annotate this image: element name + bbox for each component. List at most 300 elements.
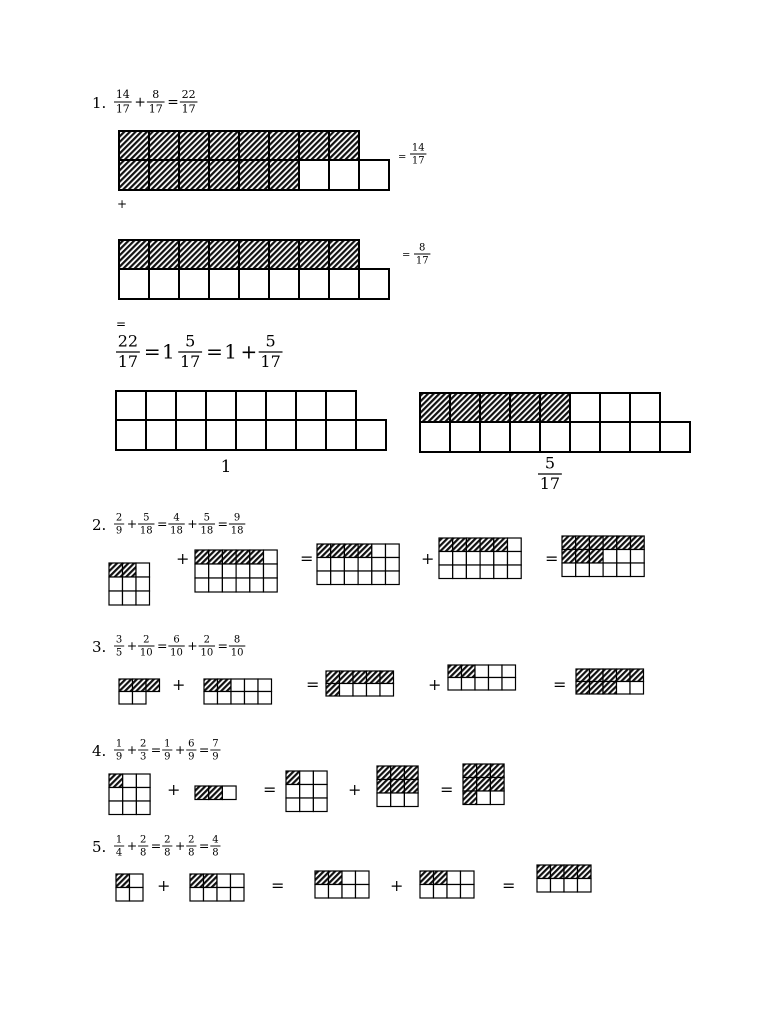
plus-sign: + bbox=[421, 549, 435, 568]
shaded-part bbox=[453, 538, 467, 552]
denominator: 8 bbox=[212, 847, 219, 859]
shaded-part bbox=[589, 536, 603, 550]
unshaded-part bbox=[109, 577, 123, 591]
unshaded-part bbox=[231, 679, 245, 692]
unshaded-part bbox=[236, 564, 250, 578]
problem-number: 4. bbox=[92, 742, 107, 760]
unshaded-part bbox=[480, 565, 494, 579]
shaded-part bbox=[149, 240, 179, 269]
problem-number: 5. bbox=[92, 838, 107, 856]
equation-fraction bbox=[168, 513, 184, 537]
unshaded-part bbox=[502, 665, 516, 678]
shaded-part bbox=[329, 131, 359, 160]
shaded-part bbox=[380, 671, 394, 684]
equation-operator: + bbox=[187, 516, 198, 531]
unshaded-part bbox=[480, 552, 494, 566]
model-2-10 bbox=[204, 679, 272, 704]
equals-sign: = bbox=[553, 675, 567, 694]
shaded-part bbox=[109, 563, 123, 577]
model-1-9 bbox=[109, 774, 150, 815]
shaded-part bbox=[149, 160, 179, 190]
denominator: 9 bbox=[115, 525, 123, 537]
shaded-part bbox=[391, 780, 405, 794]
equation-fraction bbox=[168, 635, 184, 659]
bottom-row bbox=[119, 160, 389, 190]
model-4-18 bbox=[317, 544, 399, 585]
model-14-17 bbox=[119, 131, 389, 190]
unshaded-part bbox=[630, 422, 660, 452]
unshaded-part bbox=[123, 801, 137, 815]
shaded-part bbox=[209, 131, 239, 160]
shaded-part bbox=[450, 393, 480, 422]
unshaded-part bbox=[136, 563, 150, 577]
unshaded-part bbox=[372, 544, 386, 558]
equation-operator: = bbox=[206, 339, 223, 364]
shaded-part bbox=[494, 538, 508, 552]
shaded-part bbox=[317, 544, 331, 558]
unshaded-part bbox=[630, 682, 644, 695]
shaded-part bbox=[209, 550, 223, 564]
unshaded-part bbox=[564, 879, 578, 893]
unshaded-part bbox=[206, 420, 236, 450]
unshaded-part bbox=[264, 564, 278, 578]
model-1-4 bbox=[116, 874, 143, 901]
shaded-part bbox=[631, 536, 645, 550]
unshaded-part bbox=[269, 269, 299, 299]
equation-fraction bbox=[210, 835, 220, 859]
shaded-part bbox=[209, 160, 239, 190]
shaded-part bbox=[477, 764, 491, 778]
unshaded-part bbox=[570, 393, 600, 422]
denominator: 17 bbox=[115, 102, 130, 116]
shaded-part bbox=[204, 874, 218, 888]
top-row bbox=[119, 131, 359, 160]
shaded-part bbox=[576, 682, 590, 695]
unshaded-part bbox=[217, 888, 231, 902]
numerator: 4 bbox=[173, 512, 180, 524]
unshaded-part bbox=[367, 684, 381, 697]
equals-sign: = bbox=[116, 317, 127, 331]
unshaded-part bbox=[313, 771, 327, 785]
equation-operator: + bbox=[126, 516, 138, 531]
unshaded-part bbox=[630, 393, 660, 422]
shaded-part bbox=[222, 550, 236, 564]
unshaded-part bbox=[359, 160, 389, 190]
equation-fraction bbox=[147, 88, 165, 115]
shaded-part bbox=[439, 538, 453, 552]
shaded-part bbox=[551, 865, 565, 879]
equation-operator: = bbox=[217, 638, 229, 653]
denominator: 17 bbox=[148, 102, 163, 116]
plus-sign: + bbox=[167, 780, 181, 799]
unshaded-part bbox=[603, 550, 617, 564]
numerator: 22 bbox=[181, 88, 196, 102]
unshaded-part bbox=[136, 591, 150, 605]
shaded-part bbox=[490, 764, 504, 778]
equals-sign: = bbox=[306, 675, 320, 694]
unshaded-part bbox=[300, 771, 314, 785]
unshaded-part bbox=[477, 791, 491, 805]
shaded-part bbox=[562, 536, 576, 550]
shaded-part bbox=[391, 766, 405, 780]
denominator: 4 bbox=[115, 847, 123, 859]
unshaded-part bbox=[266, 420, 296, 450]
model-7-9 bbox=[463, 764, 504, 805]
unshaded-part bbox=[296, 420, 326, 450]
unshaded-part bbox=[551, 879, 565, 893]
unshaded-part bbox=[420, 422, 450, 452]
equation-fraction bbox=[114, 835, 124, 859]
equation-fraction bbox=[186, 739, 196, 763]
unshaded-part bbox=[133, 692, 147, 705]
shaded-part bbox=[490, 778, 504, 792]
unshaded-part bbox=[195, 578, 209, 592]
numerator: 5 bbox=[185, 331, 196, 351]
shaded-part bbox=[576, 550, 590, 564]
numerator: 8 bbox=[152, 88, 160, 102]
shaded-part bbox=[564, 865, 578, 879]
model-label bbox=[410, 143, 426, 167]
unshaded-part bbox=[344, 558, 358, 572]
shaded-part bbox=[617, 669, 631, 682]
shaded-part bbox=[377, 766, 391, 780]
plus-sign: + bbox=[117, 197, 128, 211]
plus-sign: + bbox=[428, 675, 442, 694]
equation-operator: + bbox=[126, 638, 138, 653]
denominator: 8 bbox=[139, 847, 147, 859]
unshaded-part bbox=[617, 682, 631, 695]
bottom-row bbox=[420, 422, 690, 452]
problem-number: 1. bbox=[92, 94, 107, 112]
model-9-18 bbox=[562, 536, 644, 577]
numerator: 22 bbox=[117, 331, 139, 351]
shaded-part bbox=[576, 669, 590, 682]
denominator: 10 bbox=[200, 647, 214, 659]
unshaded-part bbox=[258, 692, 272, 705]
shaded-part bbox=[218, 679, 232, 692]
unshaded-part bbox=[510, 422, 540, 452]
unshaded-part bbox=[326, 391, 356, 420]
numerator: 2 bbox=[143, 634, 150, 646]
unshaded-part bbox=[420, 885, 434, 899]
unshaded-part bbox=[537, 879, 551, 893]
denominator: 18 bbox=[139, 525, 153, 537]
numerator: 6 bbox=[173, 634, 180, 646]
unshaded-part bbox=[439, 565, 453, 579]
unshaded-part bbox=[239, 269, 269, 299]
unshaded-part bbox=[494, 552, 508, 566]
shaded-part bbox=[420, 871, 434, 885]
unshaded-part bbox=[218, 692, 232, 705]
unshaded-part bbox=[356, 420, 386, 450]
unshaded-part bbox=[358, 571, 372, 585]
shaded-part bbox=[463, 791, 477, 805]
denominator: 9 bbox=[115, 751, 123, 763]
equation-fraction bbox=[116, 331, 140, 371]
numerator: 2 bbox=[139, 834, 147, 846]
shaded-part bbox=[209, 786, 223, 800]
equation-operator: + bbox=[126, 838, 138, 853]
numerator: 1 bbox=[164, 738, 171, 750]
unshaded-part bbox=[149, 269, 179, 299]
unshaded-part bbox=[313, 785, 327, 799]
unshaded-part bbox=[617, 550, 631, 564]
shaded-part bbox=[149, 131, 179, 160]
equation-fraction bbox=[162, 835, 172, 859]
unshaded-part bbox=[480, 422, 510, 452]
shaded-part bbox=[239, 160, 269, 190]
unshaded-part bbox=[116, 391, 146, 420]
unshaded-part bbox=[329, 885, 343, 899]
shaded-part bbox=[480, 393, 510, 422]
problem-4 bbox=[92, 739, 504, 815]
numerator: 3 bbox=[115, 634, 123, 646]
unshaded-part bbox=[209, 578, 223, 592]
unshaded-part bbox=[204, 692, 218, 705]
shaded-part bbox=[590, 682, 604, 695]
equals-sign: = bbox=[545, 549, 559, 568]
unshaded-part bbox=[603, 563, 617, 577]
denominator: 8 bbox=[188, 847, 195, 859]
equation-fraction bbox=[180, 88, 198, 115]
equation-operator: = bbox=[150, 838, 162, 853]
equation-fraction bbox=[259, 331, 283, 371]
unshaded-part bbox=[204, 888, 218, 902]
equation-fraction bbox=[138, 635, 154, 659]
unshaded-part bbox=[296, 391, 326, 420]
model-8-17 bbox=[119, 240, 389, 299]
unshaded-part bbox=[136, 788, 150, 802]
unshaded-part bbox=[331, 571, 345, 585]
unshaded-part bbox=[313, 798, 327, 812]
unshaded-part bbox=[631, 550, 645, 564]
unshaded-part bbox=[447, 885, 461, 899]
unshaded-part bbox=[179, 269, 209, 299]
shaded-part bbox=[420, 393, 450, 422]
unshaded-part bbox=[450, 422, 480, 452]
unshaded-part bbox=[119, 269, 149, 299]
equation-operator: = bbox=[150, 742, 162, 757]
unshaded-part bbox=[222, 786, 236, 800]
unshaded-part bbox=[344, 571, 358, 585]
denominator: 10 bbox=[230, 647, 244, 659]
model-8-10 bbox=[576, 669, 644, 694]
numerator: 2 bbox=[164, 834, 171, 846]
unshaded-part bbox=[489, 665, 503, 678]
unshaded-part bbox=[236, 578, 250, 592]
numerator: 2 bbox=[139, 738, 147, 750]
unshaded-part bbox=[209, 564, 223, 578]
unshaded-part bbox=[222, 578, 236, 592]
shaded-part bbox=[119, 160, 149, 190]
unshaded-part bbox=[317, 571, 331, 585]
equation-fraction bbox=[199, 635, 215, 659]
equation-fraction bbox=[138, 835, 148, 859]
shaded-part bbox=[578, 865, 592, 879]
shaded-part bbox=[463, 764, 477, 778]
unshaded-part bbox=[130, 888, 144, 902]
model-2-3 bbox=[195, 786, 236, 800]
unshaded-part bbox=[404, 793, 418, 807]
model-2-8-b bbox=[315, 871, 369, 898]
shaded-part bbox=[239, 240, 269, 269]
unshaded-part bbox=[372, 558, 386, 572]
top-row bbox=[119, 240, 359, 269]
unshaded-part bbox=[326, 420, 356, 450]
unshaded-part bbox=[490, 791, 504, 805]
unshaded-part bbox=[236, 420, 266, 450]
shaded-part bbox=[326, 684, 340, 697]
shaded-part bbox=[576, 536, 590, 550]
equation-operator: = bbox=[217, 516, 229, 531]
numerator: 2 bbox=[188, 834, 195, 846]
unshaded-part bbox=[231, 692, 245, 705]
shaded-part bbox=[269, 131, 299, 160]
shaded-part bbox=[209, 240, 239, 269]
whole-number: 1 bbox=[224, 339, 238, 364]
unshaded-part bbox=[286, 798, 300, 812]
unshaded-part bbox=[195, 564, 209, 578]
shaded-part bbox=[239, 131, 269, 160]
equation-operator: + bbox=[134, 94, 146, 111]
unshaded-part bbox=[386, 571, 400, 585]
equation-fraction bbox=[114, 513, 124, 537]
denominator: 3 bbox=[139, 751, 147, 763]
denominator: 9 bbox=[164, 751, 171, 763]
top-row bbox=[420, 393, 660, 422]
shaded-part bbox=[404, 766, 418, 780]
problem-1 bbox=[92, 88, 690, 493]
shaded-part bbox=[179, 131, 209, 160]
shaded-part bbox=[236, 550, 250, 564]
model-5-17 bbox=[420, 393, 690, 452]
shaded-part bbox=[630, 669, 644, 682]
problem-number: 3. bbox=[92, 638, 107, 656]
shaded-part bbox=[269, 160, 299, 190]
shaded-part bbox=[190, 874, 204, 888]
denominator: 18 bbox=[200, 525, 214, 537]
equals-sign: = bbox=[300, 549, 314, 568]
numerator: 5 bbox=[143, 512, 150, 524]
equation-operator: + bbox=[126, 742, 138, 757]
equation-operator: + bbox=[240, 339, 258, 364]
equation-operator: = bbox=[156, 516, 168, 531]
numerator: 8 bbox=[419, 242, 426, 254]
shaded-part bbox=[540, 393, 570, 422]
problem-number: 2. bbox=[92, 516, 107, 534]
unshaded-part bbox=[578, 879, 592, 893]
numerator: 8 bbox=[233, 634, 241, 646]
unshaded-part bbox=[589, 563, 603, 577]
equation-fraction bbox=[114, 88, 132, 115]
numerator: 7 bbox=[212, 738, 219, 750]
unshaded-part bbox=[372, 571, 386, 585]
denominator: 9 bbox=[188, 751, 195, 763]
numerator: 2 bbox=[203, 634, 211, 646]
numerator: 9 bbox=[233, 512, 241, 524]
denominator: 17 bbox=[181, 102, 196, 116]
bottom-row bbox=[116, 420, 386, 450]
unshaded-part bbox=[123, 577, 137, 591]
unshaded-part bbox=[380, 684, 394, 697]
shaded-part bbox=[326, 671, 340, 684]
bottom-row bbox=[119, 269, 389, 299]
equals-sign: = bbox=[440, 780, 454, 799]
unshaded-part bbox=[109, 801, 123, 815]
unshaded-part bbox=[209, 269, 239, 299]
shaded-part bbox=[315, 871, 329, 885]
shaded-part bbox=[119, 131, 149, 160]
shaded-part bbox=[195, 786, 209, 800]
unshaded-part bbox=[136, 577, 150, 591]
unshaded-part bbox=[660, 422, 690, 452]
numerator: 1 bbox=[115, 834, 123, 846]
numerator: 4 bbox=[212, 834, 219, 846]
unshaded-part bbox=[386, 544, 400, 558]
shaded-part bbox=[329, 240, 359, 269]
equation-operator: + bbox=[187, 638, 198, 653]
shaded-part bbox=[603, 682, 617, 695]
equation-fraction bbox=[210, 739, 220, 763]
unshaded-part bbox=[617, 563, 631, 577]
plus-sign: + bbox=[176, 549, 190, 568]
denominator: 5 bbox=[115, 647, 123, 659]
unshaded-part bbox=[222, 564, 236, 578]
unshaded-part bbox=[391, 793, 405, 807]
equation-operator: = bbox=[198, 838, 210, 853]
denominator: 9 bbox=[212, 751, 219, 763]
shaded-part bbox=[340, 671, 354, 684]
shaded-part bbox=[466, 538, 480, 552]
shaded-part bbox=[589, 550, 603, 564]
unshaded-part bbox=[206, 391, 236, 420]
unshaded-part bbox=[123, 774, 137, 788]
unshaded-part bbox=[540, 422, 570, 452]
unshaded-part bbox=[245, 692, 259, 705]
shaded-part bbox=[617, 536, 631, 550]
unshaded-part bbox=[116, 420, 146, 450]
shaded-part bbox=[448, 665, 462, 678]
equation-fraction bbox=[162, 739, 172, 763]
unshaded-part bbox=[508, 538, 522, 552]
equation-operator: + bbox=[174, 742, 186, 757]
unshaded-part bbox=[508, 552, 522, 566]
unshaded-part bbox=[353, 684, 367, 697]
equation-operator: + bbox=[174, 838, 186, 853]
equals-sign: = bbox=[263, 780, 277, 799]
unshaded-part bbox=[231, 874, 245, 888]
denominator: 17 bbox=[117, 352, 139, 372]
equation-fraction bbox=[186, 835, 196, 859]
unshaded-part bbox=[331, 558, 345, 572]
numerator: 14 bbox=[115, 88, 130, 102]
unshaded-part bbox=[356, 885, 370, 899]
shaded-part bbox=[123, 563, 137, 577]
equation-operator: = bbox=[167, 94, 179, 111]
unshaded-part bbox=[123, 591, 137, 605]
denominator: 18 bbox=[170, 525, 183, 537]
unshaded-part bbox=[508, 565, 522, 579]
model-1-9-b bbox=[286, 771, 327, 812]
shaded-part bbox=[204, 679, 218, 692]
problem-3 bbox=[92, 635, 644, 705]
shaded-part bbox=[590, 669, 604, 682]
shaded-part bbox=[404, 780, 418, 794]
equation-fraction bbox=[114, 635, 124, 659]
unshaded-part bbox=[502, 678, 516, 691]
unshaded-part bbox=[109, 591, 123, 605]
equation-fraction bbox=[138, 513, 154, 537]
